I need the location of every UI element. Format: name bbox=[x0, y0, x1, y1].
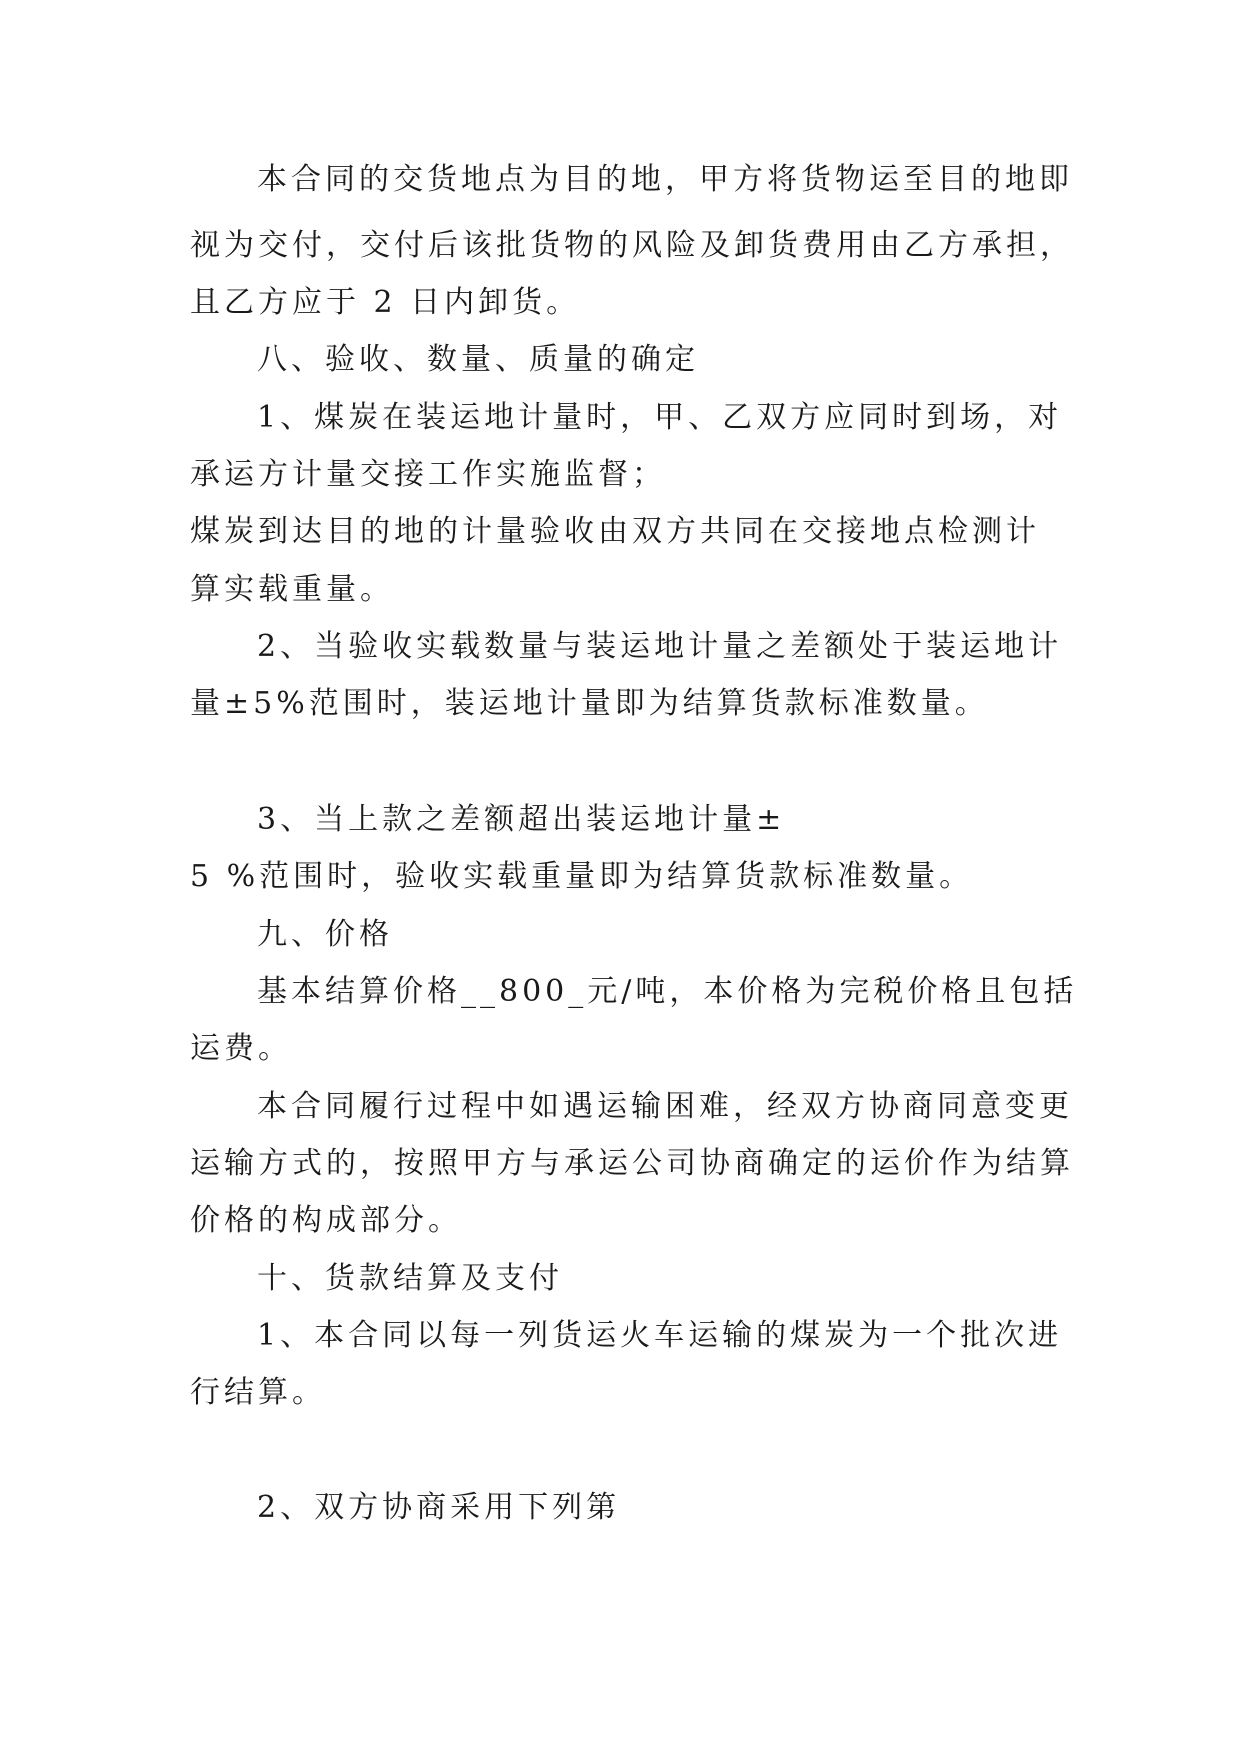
paragraph-line: 煤炭到达目的地的计量验收由双方共同在交接地点检测计 bbox=[190, 514, 1040, 549]
paragraph-line: 行结算。 bbox=[190, 1375, 326, 1410]
paragraph-line: 承运方计量交接工作实施监督； bbox=[190, 457, 666, 492]
section-heading: 九、价格 bbox=[257, 917, 393, 952]
paragraph-line: 1、本合同以每一列货运火车运输的煤炭为一个批次进 bbox=[257, 1318, 1063, 1353]
paragraph-line: 本合同的交货地点为目的地，甲方将货物运至目的地即 bbox=[257, 162, 1073, 197]
paragraph-line: 运输方式的，按照甲方与承运公司协商确定的运价作为结算 bbox=[190, 1146, 1074, 1181]
paragraph-line: 运费。 bbox=[190, 1031, 292, 1066]
paragraph-line: 量±5%范围时，装运地计量即为结算货款标准数量。 bbox=[190, 686, 989, 721]
paragraph-line: 1、煤炭在装运地计量时，甲、乙双方应同时到场，对 bbox=[257, 400, 1063, 435]
paragraph-line: 5 %范围时，验收实载重量即为结算货款标准数量。 bbox=[190, 859, 974, 894]
paragraph-line: 且乙方应于 2 日内卸货。 bbox=[190, 285, 581, 320]
paragraph-line: 本合同履行过程中如遇运输困难，经双方协商同意变更 bbox=[257, 1089, 1073, 1124]
paragraph-line: 基本结算价格__800_元/吨，本价格为完税价格且包括 bbox=[257, 974, 1078, 1009]
paragraph-line: 视为交付，交付后该批货物的风险及卸货费用由乙方承担， bbox=[190, 228, 1074, 263]
paragraph-line: 2、当验收实载数量与装运地计量之差额处于装运地计 bbox=[257, 629, 1063, 664]
section-heading: 八、验收、数量、质量的确定 bbox=[257, 342, 699, 377]
paragraph-line: 2、双方协商采用下列第 bbox=[257, 1490, 621, 1525]
paragraph-line: 算实载重量。 bbox=[190, 572, 394, 607]
paragraph-line: 3、当上款之差额超出装运地计量± bbox=[257, 802, 786, 837]
paragraph-line: 价格的构成部分。 bbox=[190, 1203, 462, 1238]
section-heading: 十、货款结算及支付 bbox=[257, 1261, 563, 1296]
